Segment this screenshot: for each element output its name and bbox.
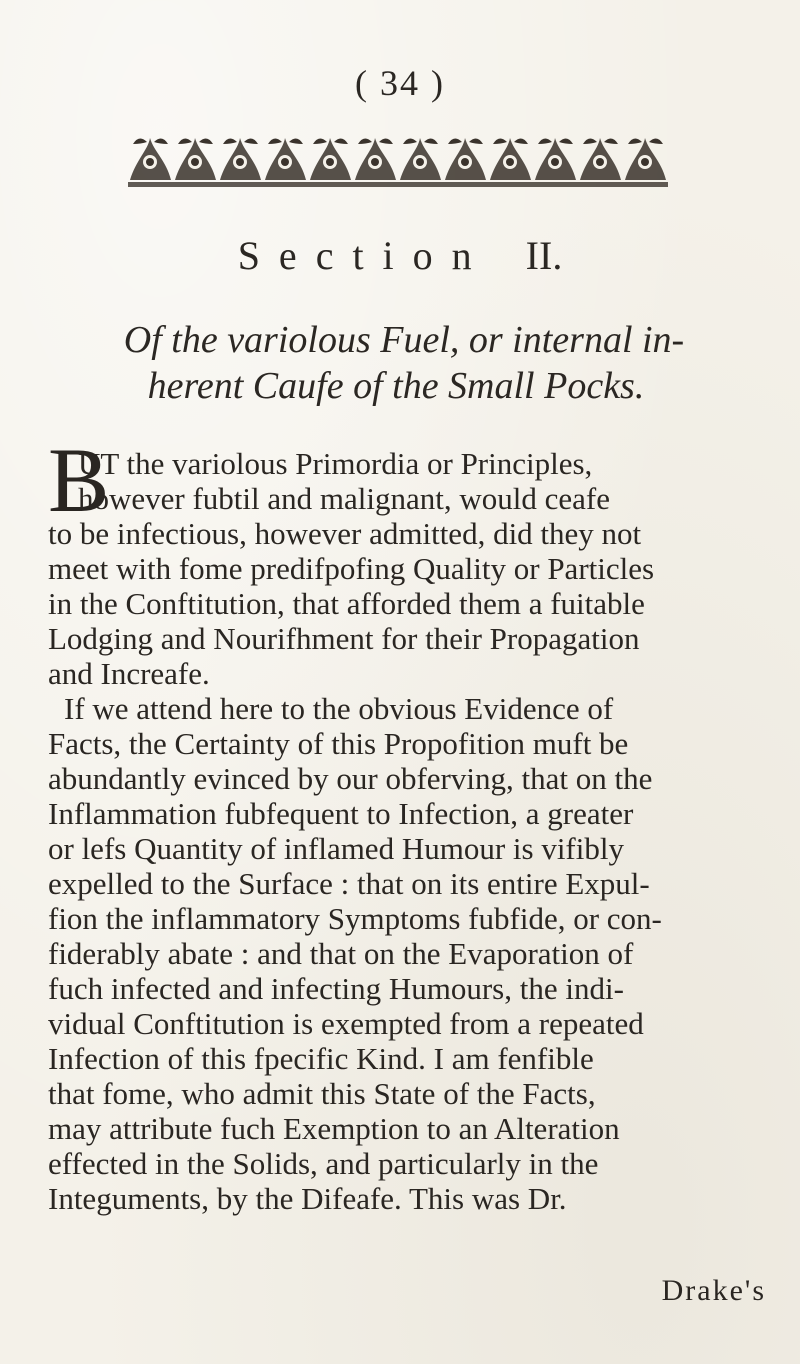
text-line: and Increafe.	[48, 656, 210, 691]
section-subtitle-line-2: herent Caufe of the Small Pocks.	[147, 365, 645, 407]
text-line: If we attend here to the obvious Evidence of	[64, 691, 614, 726]
text-line: Lodging and Nourifhment for their Propagation	[48, 621, 640, 656]
text-line: or lefs Quantity of inflamed Humour is vifibly	[48, 831, 624, 866]
decorative-headpiece-ornament	[128, 130, 668, 190]
text-line: however fubtil and malignant, would ceafe	[78, 481, 610, 516]
section-subtitle-line-1: Of the variolous Fuel, or internal in-	[123, 319, 685, 361]
text-line: that fome, who admit this State of the Facts,	[48, 1076, 596, 1111]
page-number: ( 34 )	[355, 63, 445, 103]
drop-cap: B	[48, 429, 110, 531]
text-line: effected in the Solids, and particularly in the	[48, 1146, 599, 1181]
section-word: Section	[237, 233, 491, 278]
text-line: in the Conftitution, that afforded them a fuitable	[48, 586, 645, 621]
text-line: Inflammation fubfequent to Infection, a greater	[48, 796, 634, 831]
text-line: Integuments, by the Difeafe. This was Dr.	[48, 1181, 567, 1216]
text-line: Facts, the Certainty of this Propofition muft be	[48, 726, 629, 761]
text-line: fion the inflammatory Symptoms fubfide, or con-	[48, 901, 662, 936]
text-line: abundantly evinced by our obferving, that on the	[48, 761, 653, 796]
text-line: Infection of this fpecific Kind. I am fenfible	[48, 1041, 594, 1076]
text-line: meet with fome predifpofing Quality or Particles	[48, 551, 655, 586]
text-line: vidual Conftitution is exempted from a repeated	[48, 1006, 644, 1041]
text-line: fuch infected and infecting Humours, the indi-	[48, 971, 624, 1006]
text-line: fiderably abate : and that on the Evaporation of	[48, 936, 634, 971]
catchword: Drake's	[661, 1274, 766, 1307]
section-heading	[0, 232, 800, 279]
text-line: may attribute fuch Exemption to an Alteration	[48, 1111, 620, 1146]
section-numeral: II.	[525, 233, 563, 278]
text-line: UT the variolous Primordia or Principles,	[78, 446, 593, 481]
text-line: expelled to the Surface : that on its entire Expul-	[48, 866, 650, 901]
text-line: to be infectious, however admitted, did they not	[48, 516, 642, 551]
